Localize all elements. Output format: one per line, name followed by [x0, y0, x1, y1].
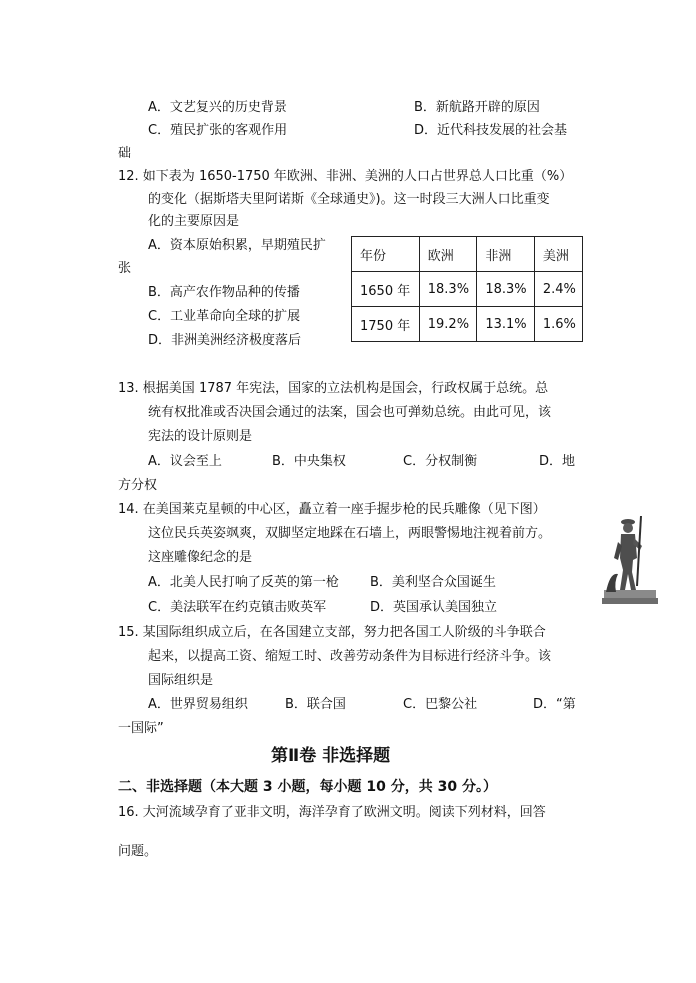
q13-stem-line1: 13. 根据美国 1787 年宪法，国家的立法机构是国会，行政权属于总统。总: [118, 381, 549, 396]
q14-stem-line2: 这位民兵英姿飒爽，双脚坚定地踩在石墙上，两眼警惕地注视着前方。: [148, 526, 552, 541]
q13-stem-line3: 宪法的设计原则是: [148, 429, 253, 444]
section-title: 第Ⅱ卷 非选择题: [271, 746, 391, 766]
table-cell: 1.6%: [534, 307, 582, 342]
table-cell: 1750 年: [352, 307, 420, 342]
table-header-cell: 美洲: [534, 237, 582, 272]
q13-option-b: B．中央集权: [272, 454, 346, 469]
table-cell: 2.4%: [534, 272, 582, 307]
q11-option-b: B．新航路开辟的原因: [414, 100, 540, 115]
q13-stem-line2: 统有权批准或否决国会通过的法案，国会也可弹劾总统。由此可见，该: [148, 405, 552, 420]
q12-option-a: A．资本原始积累，早期殖民扩: [148, 238, 326, 253]
q15-option-d-cont: 一国际”: [118, 721, 164, 736]
q12-option-b: B．高产农作物品种的传播: [148, 285, 300, 300]
q13-option-a: A．议会至上: [148, 454, 222, 469]
q15-option-d: D．“第: [533, 697, 576, 712]
q11-option-c: C．殖民扩张的客观作用: [148, 123, 288, 138]
q14-stem-line1: 14. 在美国莱克星顿的中心区，矗立着一座手握步枪的民兵雕像（见下图）: [118, 502, 546, 517]
q13-option-c: C．分权制衡: [403, 454, 478, 469]
part2-heading: 二、非选择题（本大题 3 小题，每小题 10 分，共 30 分。）: [118, 779, 497, 795]
q12-stem-line1: 12. 如下表为 1650-1750 年欧洲、非洲、美洲的人口占世界总人口比重（%）: [118, 169, 573, 184]
q15-option-a: A．世界贸易组织: [148, 697, 248, 712]
table-cell: 13.1%: [477, 307, 535, 342]
minuteman-statue-image: [600, 512, 658, 604]
q14-option-d: D．英国承认美国独立: [370, 600, 498, 615]
q11-option-d-cont: 础: [118, 146, 132, 161]
table-cell: 1650 年: [352, 272, 420, 307]
table-row: [352, 272, 583, 307]
q15-option-c: C．巴黎公社: [403, 697, 478, 712]
table-cell: 19.2%: [419, 307, 477, 342]
population-table: [351, 236, 583, 342]
table-row: [352, 307, 583, 342]
table-cell: 18.3%: [419, 272, 477, 307]
table-header-cell: 非洲: [477, 237, 535, 272]
q15-stem-line2: 起来，以提高工资、缩短工时、改善劳动条件为目标进行经济斗争。该: [148, 649, 552, 664]
q12-option-c: C．工业革命向全球的扩展: [148, 309, 301, 324]
q14-option-b: B．美利坚合众国诞生: [370, 575, 496, 590]
q12-option-d: D．非洲美洲经济极度落后: [148, 333, 302, 348]
q13-option-d: D．地: [539, 454, 576, 469]
q16-stem-line1: 16. 大河流域孕育了亚非文明，海洋孕育了欧洲文明。阅读下列材料，回答: [118, 805, 546, 820]
q15-option-b: B．联合国: [285, 697, 346, 712]
q11-option-d: D．近代科技发展的社会基: [414, 123, 568, 138]
q15-stem-line3: 国际组织是: [148, 673, 214, 688]
q16-stem-line2: 问题。: [118, 844, 158, 859]
q11-option-a: A．文艺复兴的历史背景: [148, 100, 287, 115]
q15-stem-line1: 15. 某国际组织成立后，在各国建立支部，努力把各国工人阶级的斗争联合: [118, 625, 546, 640]
q13-option-d-cont: 方分权: [118, 478, 158, 493]
q14-option-a: A．北美人民打响了反英的第一枪: [148, 575, 339, 590]
q12-stem-line2: 的变化（据斯塔夫里阿诺斯《全球通史》)。这一时段三大洲人口比重变: [148, 192, 550, 207]
q14-option-c: C．美法联军在约克镇击败英军: [148, 600, 327, 615]
q14-stem-line3: 这座雕像纪念的是: [148, 550, 253, 565]
table-header-cell: 年份: [352, 237, 420, 272]
table-header-cell: 欧洲: [419, 237, 477, 272]
q12-option-a-cont: 张: [118, 261, 132, 276]
table-cell: 18.3%: [477, 272, 535, 307]
q12-stem-line3: 化的主要原因是: [148, 214, 240, 229]
table-header-row: [352, 237, 583, 272]
